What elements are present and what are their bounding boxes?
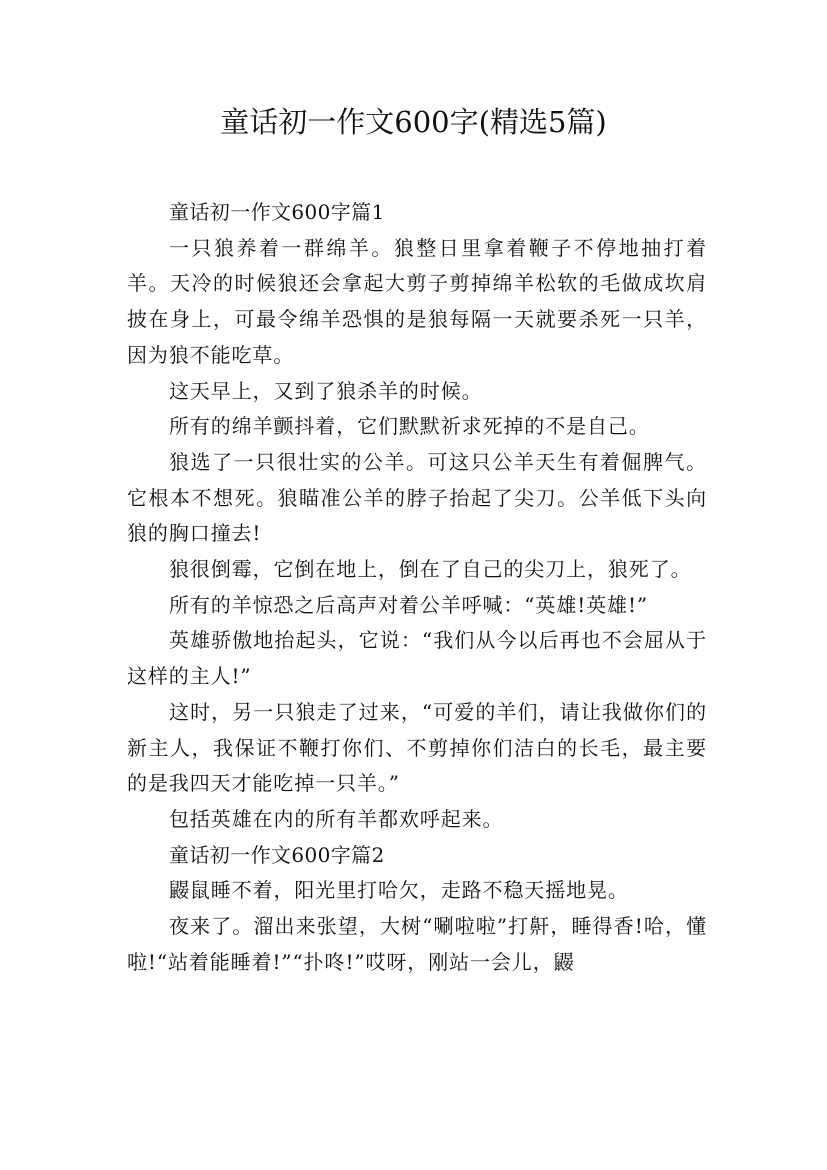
document-title: 童话初一作文600字(精选5篇) [220, 105, 607, 139]
paragraph: 夜来了。溜出来张望，大树“唰啦啦”打鼾，睡得香!哈，懂啦!“站着能睡着!”“扑咚!”哎呀，刚站一会儿，鼹 [127, 914, 707, 974]
paragraph: 狼选了一只很壮实的公羊。可这只公羊天生有着倔脾气。它根本不想死。狼瞄准公羊的脖子抬起了尖刀。公羊低下头向狼的胸口撞去! [127, 449, 707, 546]
paragraph: 狼很倒霉，它倒在地上，倒在了自己的尖刀上，狼死了。 [169, 557, 692, 582]
paragraph: 这时，另一只狼走了过来，“可爱的羊们，请让我做你们的新主人，我保证不鞭打你们、不剪掉你们洁白的长毛，最主要的是我四天才能吃掉一只羊。” [127, 699, 707, 796]
paragraph: 一只狼养着一群绵羊。狼整日里拿着鞭子不停地抽打着羊。天冷的时候狼还会拿起大剪子剪掉绵羊松软的毛做成坎肩披在身上，可最令绵羊恐惧的是狼每隔一天就要杀死一只羊，因为狼不能吃草。 [127, 235, 707, 367]
paragraph: 这天早上，又到了狼杀羊的时候。 [169, 378, 483, 403]
paragraph: 鼹鼠睡不着，阳光里打哈欠，走路不稳天摇地晃。 [169, 878, 629, 903]
paragraph: 英雄骄傲地抬起头，它说：“我们从今以后再也不会屈从于这样的主人!” [127, 628, 707, 689]
paragraph: 包括英雄在内的所有羊都欢呼起来。 [169, 806, 504, 831]
paragraph: 所有的绵羊颤抖着，它们默默祈求死掉的不是自己。 [169, 414, 650, 439]
document-body [127, 195, 707, 980]
section-heading: 童话初一作文600字篇1 [169, 200, 385, 224]
paragraph: 所有的羊惊恐之后高声对着公羊呼喊：“英雄!英雄!” [169, 592, 649, 617]
section-heading: 童话初一作文600字篇2 [169, 842, 385, 867]
